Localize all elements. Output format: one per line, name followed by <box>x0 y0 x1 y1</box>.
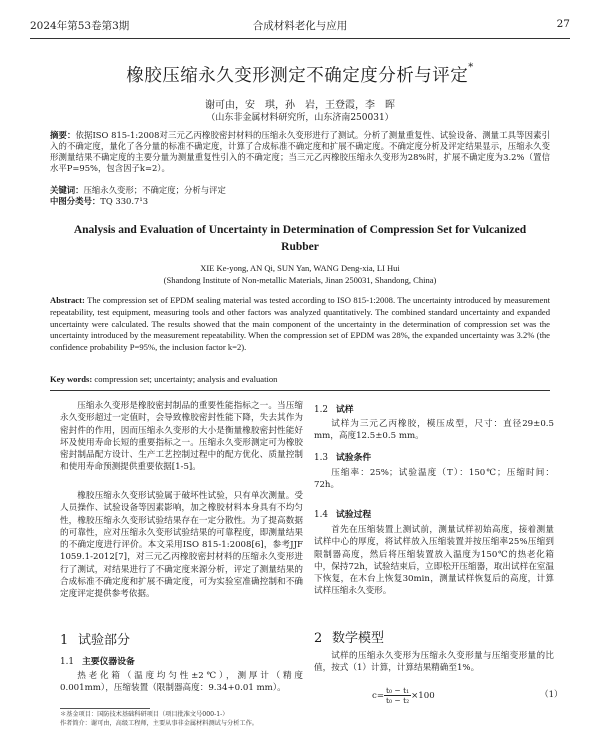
running-header <box>30 18 570 36</box>
footnote-rule <box>60 708 150 709</box>
equation-multiplier: ×100 <box>411 691 435 701</box>
keywords-cn-label: 关键词： <box>50 185 84 195</box>
title-en: Analysis and Evaluation of Uncertainty in Determination of Compression Set for Vulcanized Rubber <box>73 224 527 253</box>
title-cn <box>0 62 600 87</box>
journal-name: 合成材料老化与应用 <box>252 20 348 32</box>
section-2-title: 数学模型 <box>332 631 385 646</box>
subsection-1-1-number: 1.1 <box>60 657 74 667</box>
classification-cn-text: TQ 330.7¹3 <box>100 196 149 206</box>
subsection-1-2-heading <box>314 402 554 415</box>
subsection-1-4-number: 1.4 <box>314 510 328 520</box>
subsection-1-3-number: 1.3 <box>314 453 328 463</box>
keywords-cn-text: 压缩永久变形；不确定度；分析与评定 <box>83 185 226 195</box>
title-cn-text: 橡胶压缩永久变形测定不确定度分析与评定 <box>126 66 469 86</box>
subsection-1-4-heading <box>314 507 554 520</box>
equation-numerator: t₀ − t₁ <box>386 686 410 695</box>
subsection-1-1-heading <box>60 654 303 667</box>
abstract-cn <box>50 130 550 174</box>
subsection-1-4-title: 试验过程 <box>336 510 372 520</box>
section-1-number: 1 <box>60 633 69 648</box>
section-1-heading <box>60 629 303 648</box>
keywords-en-text: compression set; uncertainty; analysis and evaluation <box>94 374 278 384</box>
authors-cn: 谢可由，安 琪，孙 岩，王登霞，李 晖 <box>205 100 395 111</box>
equation-denominator: t₀ − t₂ <box>386 696 410 705</box>
procedure-paragraph: 首先在压缩装置上测试前，测量试样初始高度，接着测量试样中心的厚度，将试样放入压缩装置并按压缩率25%压缩到限制器高度，然后将压缩装置放入温度为150℃的热老化箱中，保持72h，试验结束后，立即松开压缩器，取出试样在室温下恢复，在木台上恢复30min，测量试样恢复后的高度，计算试样压缩永久变形。 <box>314 525 554 597</box>
classification-cn-label: 中图分类号： <box>50 196 101 206</box>
keywords-en <box>50 374 550 384</box>
journal-issue: 2024年第53卷第3期 <box>30 20 130 32</box>
keywords-en-label: Key words: <box>50 374 93 384</box>
abstract-rule <box>50 390 550 391</box>
subsection-1-2-title: 试样 <box>336 405 354 415</box>
abstract-en <box>50 295 550 354</box>
institution-en: (Shandong Institute of Non-metallic Materials, Jinan 250031, Shandong, China) <box>163 275 437 285</box>
equation-fraction <box>384 686 411 705</box>
model-paragraph: 试样的压缩永久变形为压缩永久变形量与压缩变形量的比值，按式（1）计算，计算结果精确至1%。 <box>314 651 554 674</box>
page-number: 27 <box>556 18 570 30</box>
intro-paragraph-1: 压缩永久变形是橡胶密封制品的重要性能指标之一。当压缩永久变形超过一定值时，会导致橡胶密封性能下降，失去其作为密封件的作用，因而压缩永久变形的大小是衡量橡胶密封性能好坏及使用寿命长短的重要指标之一。压缩永久变形测定可为橡胶密封制品配方设计、生产工艺控制过程中的配方优化、质量控制和使用寿命预测提供重要依据[1-5]。 <box>60 401 303 473</box>
section-1-title: 试验部分 <box>78 633 131 648</box>
equation-1 <box>372 686 435 705</box>
subsection-1-2-number: 1.2 <box>314 405 328 415</box>
abstract-cn-label: 摘要： <box>50 130 76 140</box>
subsection-1-1-title: 主要仪器设备 <box>82 657 135 667</box>
conditions-paragraph: 压缩率：25%；试验温度（T）：150℃；压缩时间：72h。 <box>314 468 554 491</box>
abstract-cn-text: 依据ISO 815-1:2008对三元乙丙橡胶密封材料的压缩永久变形进行了测试。分析了测量重复性、试验设备、测量工具等因素引入的不确定度，量化了各分量的标准不确定度，计算了合成标准不确定度和扩展不确定度。不确定度分析及评定结果显示，压缩永久变形测量结果不确定度的主要分量为测量重复性引入的不确定度；当三元乙丙橡胶压缩永久变形为28%时，扩展不确定度为3.2%（置信水平P=95%，包含因子k=2）。 <box>50 130 551 173</box>
institution-cn: （山东非金属材料研究所，山东济南250031） <box>206 113 394 123</box>
authors-en: XIE Ke-yong, AN Qi, SUN Yan, WANG Deng-xia, LI Hui <box>200 263 400 273</box>
equipment-paragraph: 热老化箱（温度均匀性±2℃），测厚计（精度0.001mm），压缩装置（限制器高度：9.34+0.01 mm）。 <box>60 671 303 694</box>
footnote-funding: ＊基金项目：国防技术基础科研项目（项目批准文号000-1-） <box>60 711 229 718</box>
subsection-1-3-heading <box>314 450 554 463</box>
subsection-1-3-title: 试验条件 <box>336 453 372 463</box>
keywords-cn <box>50 185 550 196</box>
title-footnote-mark: * <box>468 62 474 73</box>
section-2-heading <box>314 627 554 646</box>
header-rule <box>30 38 570 39</box>
equation-lhs: c= <box>372 691 385 701</box>
abstract-en-label: Abstract: <box>50 295 85 305</box>
footnote-author: 作者简介：谢可由，高级工程师，主要从事非金属材料测试与分析工作。 <box>60 720 258 727</box>
abstract-en-text: The compression set of EPDM sealing material was tested according to ISO 815-1:2008. The uncertainty introduced by measurement repeatability, test equipment, measuring tools and other factors was analyzed quantitatively. The combined standard uncertainty and expanded uncertainty were calculated. The results showed that the main component of the uncertainty in the determination of compression set was the uncertainty introduced by the measurement repeatability. When the compression set of EPDM was 28%, the expanded uncertainty was 3.2% (the confidence probability P=95%, the inclusion factor k=2). <box>50 295 550 353</box>
specimen-paragraph: 试样为三元乙丙橡胶，模压成型，尺寸：直径29±0.5 mm，高度12.5±0.5 mm。 <box>314 419 554 442</box>
section-2-number: 2 <box>314 631 323 646</box>
intro-paragraph-2: 橡胶压缩永久变形试验属于破坏性试验，只有单次测量。受人员操作、试验设备等因素影响，加之橡胶材料本身具有不均匀性，橡胶压缩永久变形试验结果存在一定分散性。为了提高数据的可靠性，应对压缩永久变形试验结果的可靠程度，即测量结果的不确定度进行评价。本文采用ISO 815-1:2008[6]，参考JJF 1059.1-2012[7]，对三元乙丙橡胶密封材料的压缩永久变形进行了测试，对结果进行了不确定度来源分析，评定了测量结果的合成标准不确定度和扩展不确定度，可为实验室准确控制和不确定度评定提供参考依据。 <box>60 491 303 600</box>
equation-number: （1） <box>540 690 563 700</box>
classification-cn <box>50 196 550 207</box>
